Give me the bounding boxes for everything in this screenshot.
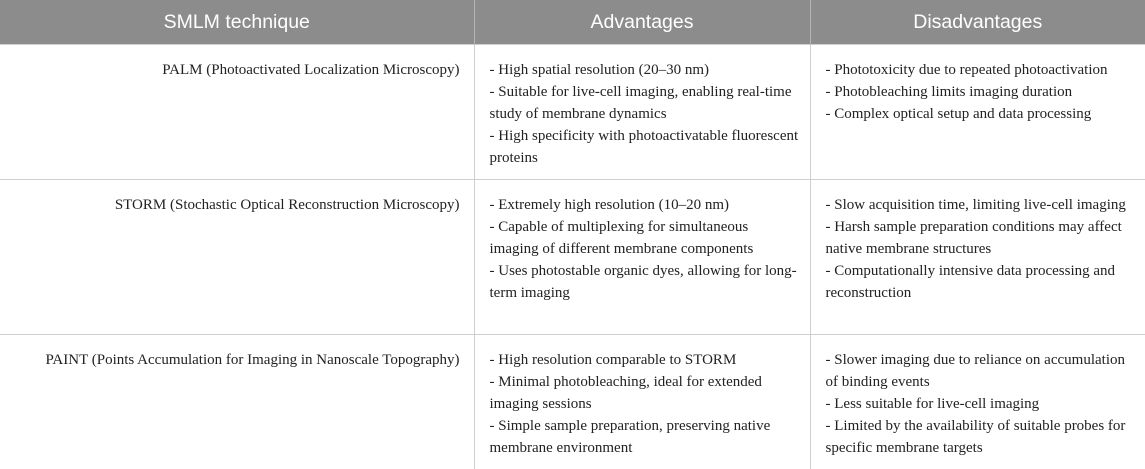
table-row <box>0 180 1145 335</box>
disadvantage-item: - Photobleaching limits imaging duration <box>826 81 1136 103</box>
advantage-item: - Uses photostable organic dyes, allowing for long-term imaging <box>490 260 800 304</box>
disadvantage-item: - Slower imaging due to reliance on accumulation of binding events <box>826 349 1136 393</box>
advantages-cell <box>474 335 810 469</box>
header-technique: SMLM technique <box>0 0 474 45</box>
advantage-item: - Minimal photobleaching, ideal for extended imaging sessions <box>490 371 800 415</box>
advantages-cell <box>474 180 810 335</box>
disadvantages-cell <box>810 335 1145 469</box>
advantage-item: - Suitable for live-cell imaging, enabling real-time study of membrane dynamics <box>490 81 800 125</box>
advantage-item: - High spatial resolution (20–30 nm) <box>490 59 800 81</box>
disadvantage-item: - Less suitable for live-cell imaging <box>826 393 1136 415</box>
advantages-cell <box>474 45 810 180</box>
disadvantage-item: - Phototoxicity due to repeated photoactivation <box>826 59 1136 81</box>
disadvantages-cell <box>810 45 1145 180</box>
advantage-item: - High resolution comparable to STORM <box>490 349 800 371</box>
disadvantage-item: - Slow acquisition time, limiting live-cell imaging <box>826 194 1136 216</box>
disadvantage-item: - Limited by the availability of suitable probes for specific membrane targets <box>826 415 1136 459</box>
disadvantage-item: - Computationally intensive data processing and reconstruction <box>826 260 1136 304</box>
disadvantage-item: - Harsh sample preparation conditions may affect native membrane structures <box>826 216 1136 260</box>
table-row <box>0 45 1145 180</box>
table-body <box>0 45 1145 469</box>
advantage-item: - Capable of multiplexing for simultaneous imaging of different membrane components <box>490 216 800 260</box>
header-advantages: Advantages <box>474 0 810 45</box>
advantage-item: - High specificity with photoactivatable fluorescent proteins <box>490 125 800 169</box>
table-row <box>0 335 1145 469</box>
technique-cell: STORM (Stochastic Optical Reconstruction Microscopy) <box>0 180 474 335</box>
disadvantages-cell <box>810 180 1145 335</box>
header-disadvantages: Disadvantages <box>810 0 1145 45</box>
header-row <box>0 0 1145 45</box>
table-header <box>0 0 1145 45</box>
disadvantage-item: - Complex optical setup and data processing <box>826 103 1136 125</box>
technique-cell: PAINT (Points Accumulation for Imaging in Nanoscale Topography) <box>0 335 474 469</box>
technique-cell: PALM (Photoactivated Localization Microscopy) <box>0 45 474 180</box>
advantage-item: - Simple sample preparation, preserving native membrane environment <box>490 415 800 459</box>
advantage-item: - Extremely high resolution (10–20 nm) <box>490 194 800 216</box>
